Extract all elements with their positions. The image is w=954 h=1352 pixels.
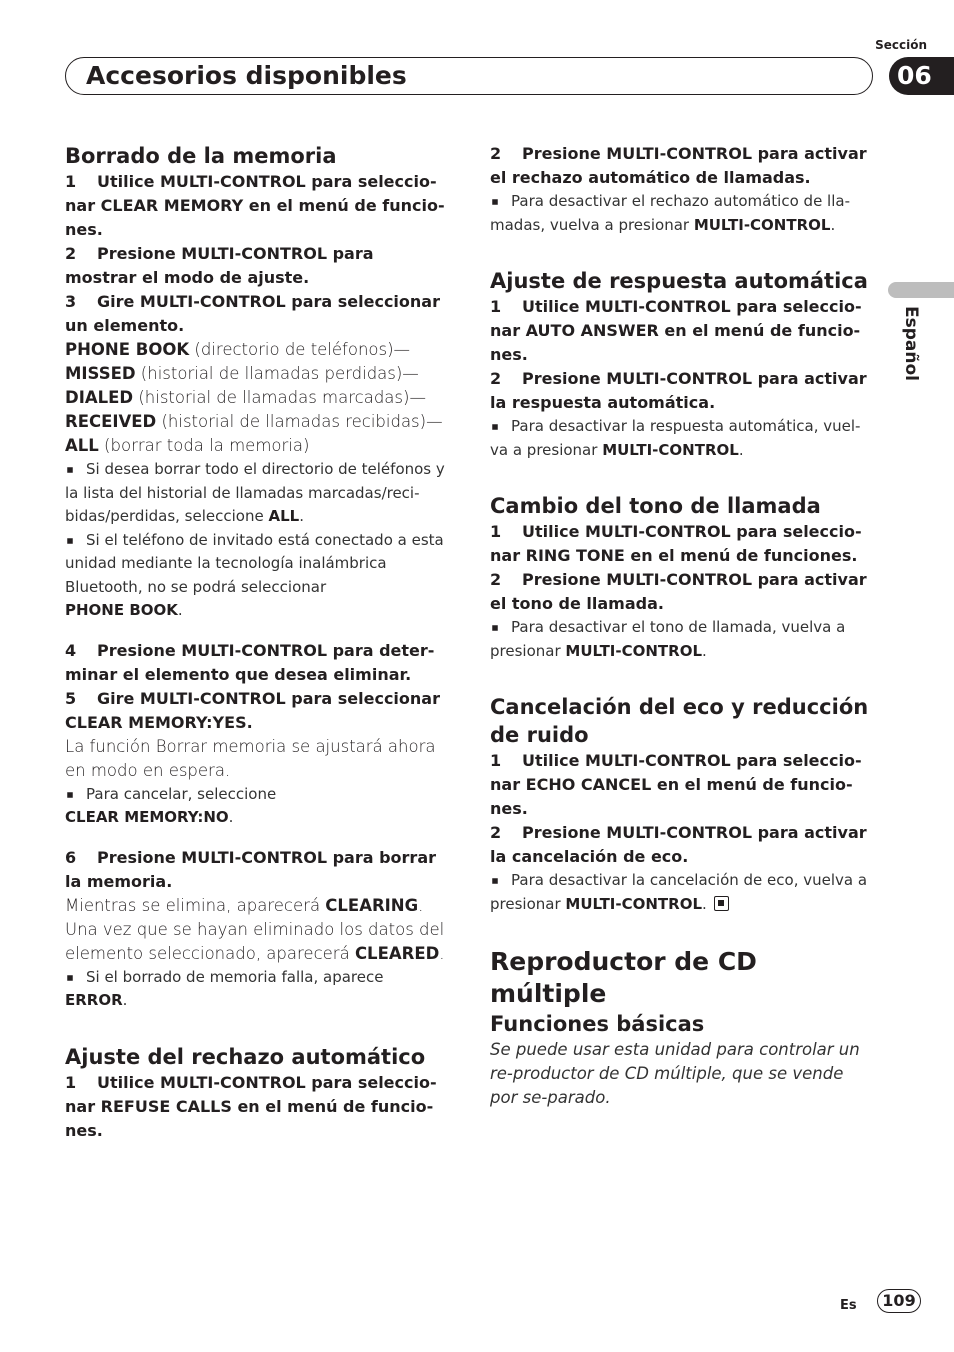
step-5: 5 Gire MULTI-CONTROL para seleccionar CLEAR MEMORY:YES. — [65, 688, 440, 732]
section-label: Sección — [875, 38, 927, 52]
option-missed: MISSED (historial de llamadas perdidas)— — [65, 364, 419, 383]
bullet-icon — [67, 538, 73, 544]
right-column — [490, 142, 874, 1110]
bullet-icon — [492, 199, 498, 205]
step-2: 2 Presione MULTI-CONTROL para mostrar el modo de ajuste. — [65, 244, 374, 287]
heading-rechazo: Ajuste del rechazo automático — [65, 1044, 426, 1069]
option-phone-book: PHONE BOOK (directorio de teléfonos)— — [65, 340, 411, 359]
chapter-title: Accesorios disponibles — [86, 61, 407, 90]
option-dialed: DIALED (historial de llamadas marcadas)— — [65, 388, 426, 407]
eco-step-1: 1 Utilice MULTI-CONTROL para seleccio-nar ECHO CANCEL en el menú de funcio-nes. — [490, 751, 862, 818]
note-eco: Para desactivar la cancelación de eco, vuelva a presionar MULTI-CONTROL. — [490, 871, 868, 913]
note-select-all: Si desea borrar todo el directorio de teléfonos y la lista del historial de llamadas marcadas/reci-bidas/perdidas, seleccione ALL. — [65, 460, 445, 525]
note-cancel: Para cancelar, seleccione CLEAR MEMORY:NO. — [65, 784, 277, 826]
step-6: 6 Presione MULTI-CONTROL para borrar la memoria. — [65, 847, 437, 891]
page-number: 109 — [877, 1289, 921, 1313]
step-6-body: Mientras se elimina, aparecerá CLEARING. Una vez que se hayan eliminado los datos del elemento seleccionado, aparecerá CLEARED. — [65, 895, 445, 963]
rechazo-step-1: 1 Utilice MULTI-CONTROL para seleccio-nar REFUSE CALLS en el menú de funcio-nes. — [65, 1072, 437, 1140]
left-column — [65, 142, 449, 1143]
tono-step-2: 2 Presione MULTI-CONTROL para activar el tono de llamada. — [490, 570, 867, 613]
heading-borrado: Borrado de la memoria — [65, 144, 337, 168]
end-of-section-icon — [714, 896, 729, 911]
note-tono: Para desactivar el tono de llamada, vuelva a presionar MULTI-CONTROL. — [490, 618, 846, 660]
language-tab — [888, 282, 954, 298]
bullet-icon — [492, 625, 498, 631]
bullet-icon — [492, 878, 498, 884]
heading-funciones: Funciones básicas — [490, 1012, 705, 1036]
bullet-icon — [67, 792, 73, 798]
chapter-header-bar — [65, 57, 873, 95]
note-rechazo: Para desactivar el rechazo automático de lla-madas, vuelva a presionar MULTI-CONTROL. — [490, 192, 851, 234]
respuesta-step-1: 1 Utilice MULTI-CONTROL para seleccio-nar AUTO ANSWER en el menú de funcio-nes. — [490, 297, 862, 364]
step-4: 4 Presione MULTI-CONTROL para deter-minar el elemento que desea eliminar. — [65, 640, 435, 684]
note-error: Si el borrado de memoria falla, aparece ERROR. — [65, 967, 384, 1009]
respuesta-step-2: 2 Presione MULTI-CONTROL para activar la respuesta automática. — [490, 369, 867, 412]
section-number-badge: 06 — [889, 57, 954, 95]
tono-step-1: 1 Utilice MULTI-CONTROL para seleccio-nar RING TONE en el menú de funciones. — [490, 522, 862, 565]
bullet-icon — [67, 975, 73, 981]
heading-cd: Reproductor de CD múltiple — [490, 947, 757, 1008]
step-5-body: La función Borrar memoria se ajustará ahora en modo en espera. — [65, 736, 436, 780]
step-1: 1 Utilice MULTI-CONTROL para seleccio-nar CLEAR MEMORY en el menú de funcio-nes. — [65, 172, 445, 239]
note-respuesta: Para desactivar la respuesta automática, vuel-va a presionar MULTI-CONTROL. — [490, 417, 861, 459]
heading-tono: Cambio del tono de llamada — [490, 494, 821, 518]
bullet-icon — [67, 467, 73, 473]
heading-respuesta: Ajuste de respuesta automática — [490, 269, 868, 293]
eco-step-2: 2 Presione MULTI-CONTROL para activar la cancelación de eco. — [490, 823, 867, 866]
step-3: 3 Gire MULTI-CONTROL para seleccionar un elemento. — [65, 292, 440, 335]
bullet-icon — [492, 424, 498, 430]
language-label: Español — [901, 306, 921, 381]
option-all: ALL (borrar toda la memoria) — [65, 436, 310, 455]
cd-intro: Se puede usar esta unidad para controlar un re-productor de CD múltiple, que se vende por se-parado. — [490, 1040, 860, 1107]
option-received: RECEIVED (historial de llamadas recibidas)— — [65, 412, 443, 431]
heading-eco: Cancelación del eco y reducción de ruido — [490, 695, 869, 747]
footer-language-code: Es — [840, 1298, 857, 1313]
rechazo-step-2: 2 Presione MULTI-CONTROL para activar el rechazo automático de llamadas. — [490, 144, 867, 187]
note-guest-phone: Si el teléfono de invitado está conectado a esta unidad mediante la tecnología inalámbrica Bluetooth, no se podrá seleccionar PHONE BOOK. — [65, 530, 444, 619]
